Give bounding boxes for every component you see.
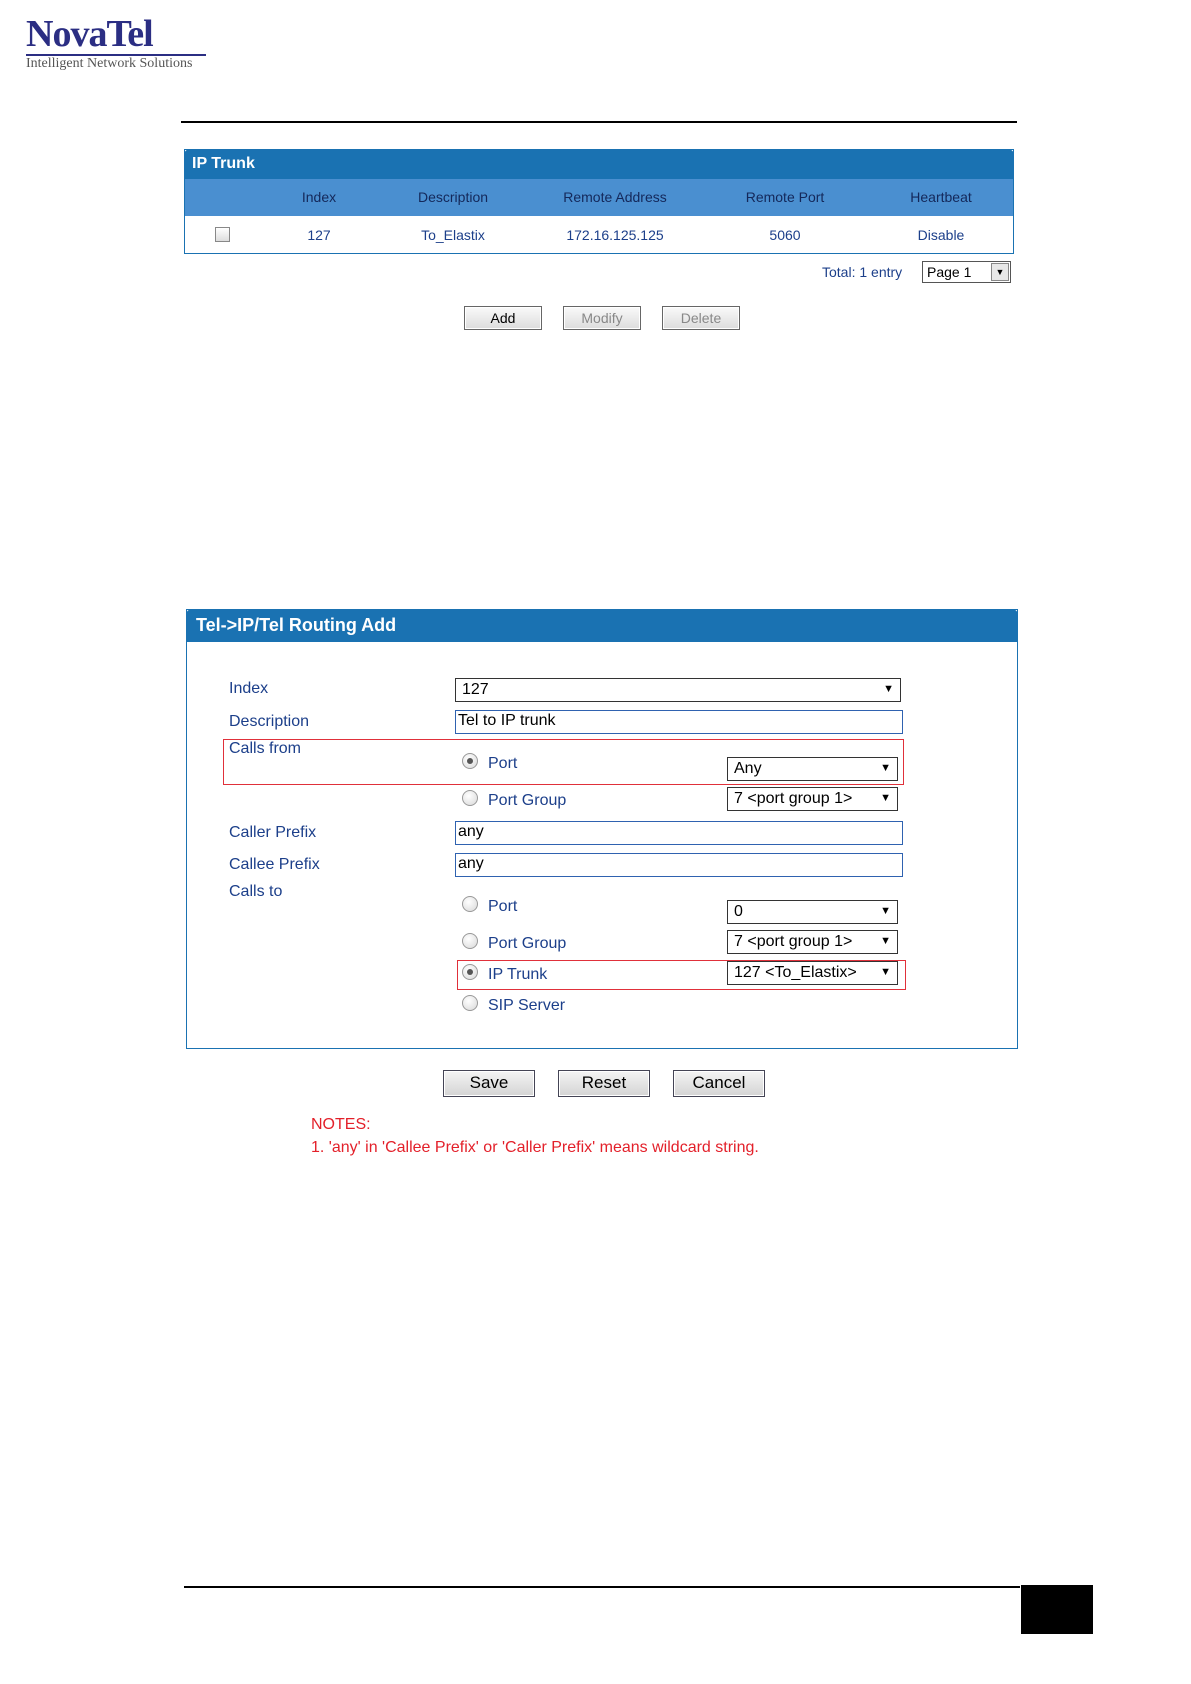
callee-prefix-input[interactable]: any: [455, 853, 903, 877]
row-remote-address: 172.16.125.125: [566, 227, 664, 243]
note-item: 1. 'any' in 'Callee Prefix' or 'Caller Prefix' means wildcard string.: [311, 1139, 759, 1156]
cancel-button[interactable]: Cancel: [673, 1070, 765, 1097]
row-description: To_Elastix: [421, 227, 485, 243]
calls-from-group-select[interactable]: [727, 787, 898, 811]
calls-to-trunk-radio[interactable]: [462, 964, 478, 980]
col-description: Description: [417, 189, 489, 205]
chevron-down-icon[interactable]: ▼: [991, 263, 1009, 281]
caller-prefix-input[interactable]: any: [455, 821, 903, 845]
logo-tagline: Intelligent Network Solutions: [26, 56, 193, 71]
add-button[interactable]: Add: [464, 306, 542, 330]
company-logo: [26, 14, 206, 72]
calls-to-trunk-select[interactable]: [727, 961, 898, 985]
calls-to-sip-radio[interactable]: [462, 995, 478, 1011]
row-index: 127: [307, 227, 331, 243]
page-select[interactable]: [922, 261, 1011, 283]
calls-to-port-label: Port: [488, 898, 518, 915]
index-select-value: 127: [462, 681, 489, 698]
notes-title: NOTES:: [311, 1116, 371, 1133]
chevron-down-icon: ▼: [880, 762, 891, 774]
calls-from-port-value: Any: [734, 760, 762, 777]
calls-to-group-value: 7 <port group 1>: [734, 933, 853, 950]
reset-button[interactable]: Reset: [558, 1070, 650, 1097]
calls-to-trunk-label: IP Trunk: [488, 966, 548, 983]
col-remote-port: Remote Port: [745, 189, 825, 205]
calls-from-group-value: 7 <port group 1>: [734, 790, 853, 807]
caller-prefix-label: Caller Prefix: [229, 824, 317, 841]
calls-to-sip-label: SIP Server: [488, 997, 566, 1014]
chevron-down-icon: ▼: [880, 792, 891, 804]
footer-rule: [184, 1586, 1020, 1588]
calls-from-group-radio[interactable]: [462, 790, 478, 806]
header-rule: [181, 121, 1017, 123]
calls-to-label: Calls to: [229, 883, 283, 900]
page-number-block: [1021, 1585, 1093, 1634]
routing-add-title: Tel->IP/Tel Routing Add: [186, 609, 1018, 642]
calls-from-port-radio[interactable]: [462, 753, 478, 769]
chevron-down-icon: ▼: [880, 966, 891, 978]
calls-to-group-radio[interactable]: [462, 933, 478, 949]
total-entries: Total: 1 entry: [822, 264, 903, 280]
chevron-down-icon: ▼: [880, 905, 891, 917]
calls-to-port-select[interactable]: [727, 900, 898, 924]
index-label: Index: [229, 680, 269, 697]
row-remote-port: 5060: [769, 227, 801, 243]
row-checkbox[interactable]: [215, 227, 230, 242]
calls-from-group-label: Port Group: [488, 792, 567, 809]
calls-from-port-label: Port: [488, 755, 518, 772]
calls-to-trunk-value: 127 <To_Elastix>: [734, 964, 857, 981]
calls-to-group-select[interactable]: [727, 930, 898, 954]
calls-to-group-label: Port Group: [488, 935, 567, 952]
chevron-down-icon: ▼: [880, 935, 891, 947]
calls-to-port-value: 0: [734, 903, 743, 920]
chevron-down-icon: ▼: [883, 683, 894, 695]
description-label: Description: [229, 713, 310, 730]
col-remote-address: Remote Address: [563, 189, 667, 205]
save-button[interactable]: Save: [443, 1070, 535, 1097]
modify-button[interactable]: Modify: [563, 306, 641, 330]
page-select-value: Page 1: [927, 264, 972, 280]
delete-button[interactable]: Delete: [662, 306, 740, 330]
row-heartbeat: Disable: [917, 227, 965, 243]
col-index: Index: [301, 189, 337, 205]
ip-trunk-title: IP Trunk: [184, 149, 1014, 179]
description-input[interactable]: Tel to IP trunk: [455, 710, 903, 734]
calls-from-port-select[interactable]: [727, 757, 898, 781]
ip-trunk-header-row: [185, 179, 1013, 216]
index-select[interactable]: [455, 678, 901, 702]
calls-to-port-radio[interactable]: [462, 896, 478, 912]
col-heartbeat: Heartbeat: [910, 189, 972, 205]
calls-from-label: Calls from: [229, 740, 302, 757]
callee-prefix-label: Callee Prefix: [229, 856, 320, 873]
logo-wordmark: NovaTel: [26, 14, 206, 56]
